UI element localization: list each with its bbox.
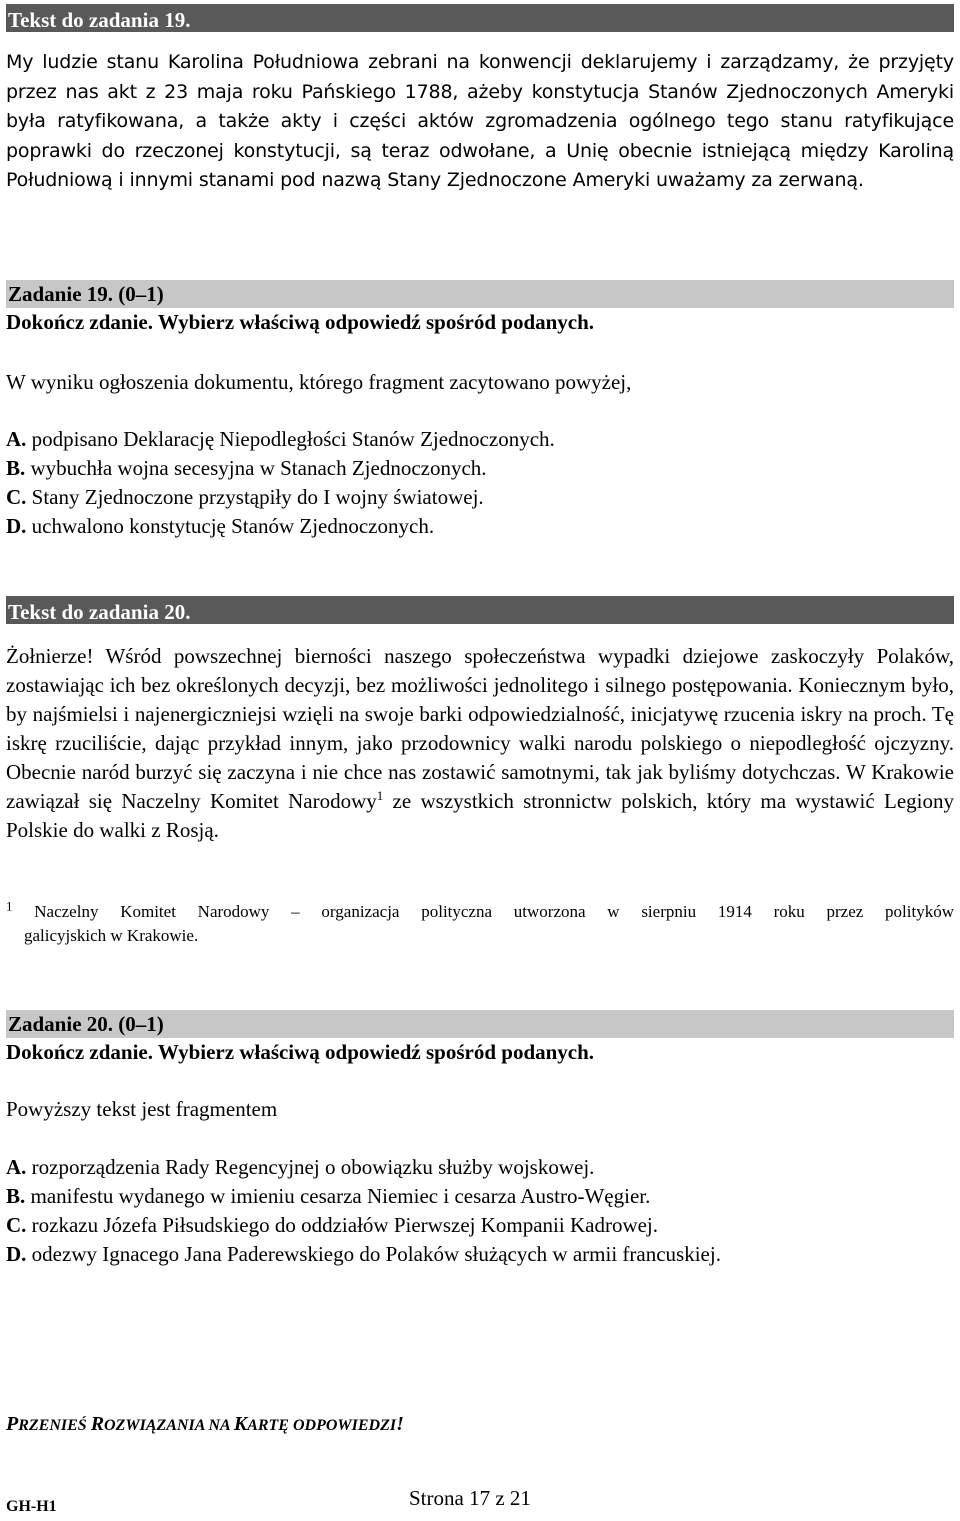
- task20-options: [6, 1153, 954, 1269]
- task19-options: [6, 425, 954, 541]
- footnote-ref: 1: [376, 788, 384, 803]
- option-letter: B.: [6, 1184, 26, 1208]
- option-letter: D.: [6, 514, 27, 538]
- task19-instruction: Dokończ zdanie. Wybierz właściwą odpowiedź spośród podanych.: [6, 310, 595, 334]
- task20-instruction: Dokończ zdanie. Wybierz właściwą odpowiedź spośród podanych.: [6, 1040, 595, 1064]
- task19-question: W wyniku ogłoszenia dokumentu, którego fragment zacytowano powyżej,: [6, 370, 632, 394]
- task19-text-header: Tekst do zadania 19.: [6, 4, 954, 32]
- page-number: Strona 17 z 21: [409, 1486, 531, 1510]
- footnote-mark: 1: [6, 898, 13, 914]
- option-text: rozporządzenia Rady Regencyjnej o obowiązku służby wojskowej.: [31, 1155, 595, 1179]
- task20-option-c[interactable]: [6, 1211, 954, 1240]
- page-footer: [6, 1484, 954, 1515]
- task19-option-b[interactable]: [6, 454, 954, 483]
- option-text: uchwalono konstytucję Stanów Zjednoczonych.: [31, 514, 435, 538]
- task19-title: Zadanie 19. (0–1): [6, 280, 954, 308]
- task19-option-c[interactable]: [6, 483, 954, 512]
- source-text-part: ze wszystkich stronnictw polskich, który ma wystawić Legiony Polskie do walki z Rosją.: [6, 789, 954, 842]
- exam-code: GH-H1: [6, 1498, 57, 1515]
- option-letter: D.: [6, 1242, 27, 1266]
- option-text: rozkazu Józefa Piłsudskiego do oddziałów Pierwszej Kompanii Kadrowej.: [31, 1213, 659, 1237]
- footnote-text-cont: galicyjskich w Krakowie.: [24, 926, 199, 945]
- task20-option-b[interactable]: [6, 1182, 954, 1211]
- task20-question: Powyższy tekst jest fragmentem: [6, 1097, 278, 1121]
- task20-source-text: [6, 642, 954, 845]
- task19-option-a[interactable]: [6, 425, 954, 454]
- option-text: odezwy Ignacego Jana Paderewskiego do Polaków służących w armii francuskiej.: [31, 1242, 721, 1266]
- task19-option-d[interactable]: [6, 512, 954, 541]
- task20-option-d[interactable]: [6, 1240, 954, 1269]
- task19-source-text: My ludzie stanu Karolina Południowa zebrani na konwencji deklarujemy i zarządzamy, że przyjęty przez nas akt z 23 maja roku Pańskiego 1788, ażeby konstytucja Stanów Zjednoczonych Ameryki była ratyfikowana, a także akty i części aktów zgromadzenia ogólnego tego stanu ratyfikujące poprawki do rzeczonej konstytucji, są teraz odwołane, a Unię obecnie istniejącą między Karoliną Południową i innymi stanami pod nazwą Stany Zjednoczone Ameryki uważamy za zerwaną.: [6, 51, 954, 191]
- task20-footnote: [6, 900, 954, 948]
- option-letter: B.: [6, 456, 26, 480]
- option-letter: A.: [6, 1155, 27, 1179]
- transfer-answers-note: PRZENIEŚ ROZWIĄZANIA NA KARTĘ ODPOWIEDZI!: [6, 1413, 404, 1435]
- option-text: podpisano Deklarację Niepodległości Stanów Zjednoczonych.: [31, 427, 555, 451]
- task20-title: Zadanie 20. (0–1): [6, 1010, 954, 1038]
- option-letter: A.: [6, 427, 27, 451]
- option-text: manifestu wydanego w imieniu cesarza Niemiec i cesarza Austro-Węgier.: [30, 1184, 651, 1208]
- task20-option-a[interactable]: [6, 1153, 954, 1182]
- footnote-text: Naczelny Komitet Narodowy – organizacja polityczna utworzona w sierpniu 1914 roku przez polityków: [34, 902, 955, 921]
- option-text: wybuchła wojna secesyjna w Stanach Zjednoczonych.: [30, 456, 487, 480]
- option-letter: C.: [6, 485, 27, 509]
- task20-text-header: Tekst do zadania 20.: [6, 596, 954, 624]
- option-text: Stany Zjednoczone przystąpiły do I wojny światowej.: [31, 485, 484, 509]
- option-letter: C.: [6, 1213, 27, 1237]
- source-text-part: Żołnierze! Wśród powszechnej bierności naszego społeczeństwa wypadki dziejowe zaskoczyły Polaków, zostawiając ich bez określonych decyzji, bez możliwości jednolitego i silnego postępowania. Koniecznym było, by najśmielsi i najenergiczniejsi wzięli na swoje barki odpowiedzialność, inicjatywę rzucenia iskry na proch. Tę iskrę rzuciliście, dając przykład innym, jako przodownicy walki narodu polskiego o niepodległość ojczyzny. Obecnie naród burzyć się zaczyna i nie chce nas zostawić samotnymi, tak jak byliśmy dotychczas. W Krakowie zawiązał się Naczelny Komitet Narodowy: [6, 644, 954, 813]
